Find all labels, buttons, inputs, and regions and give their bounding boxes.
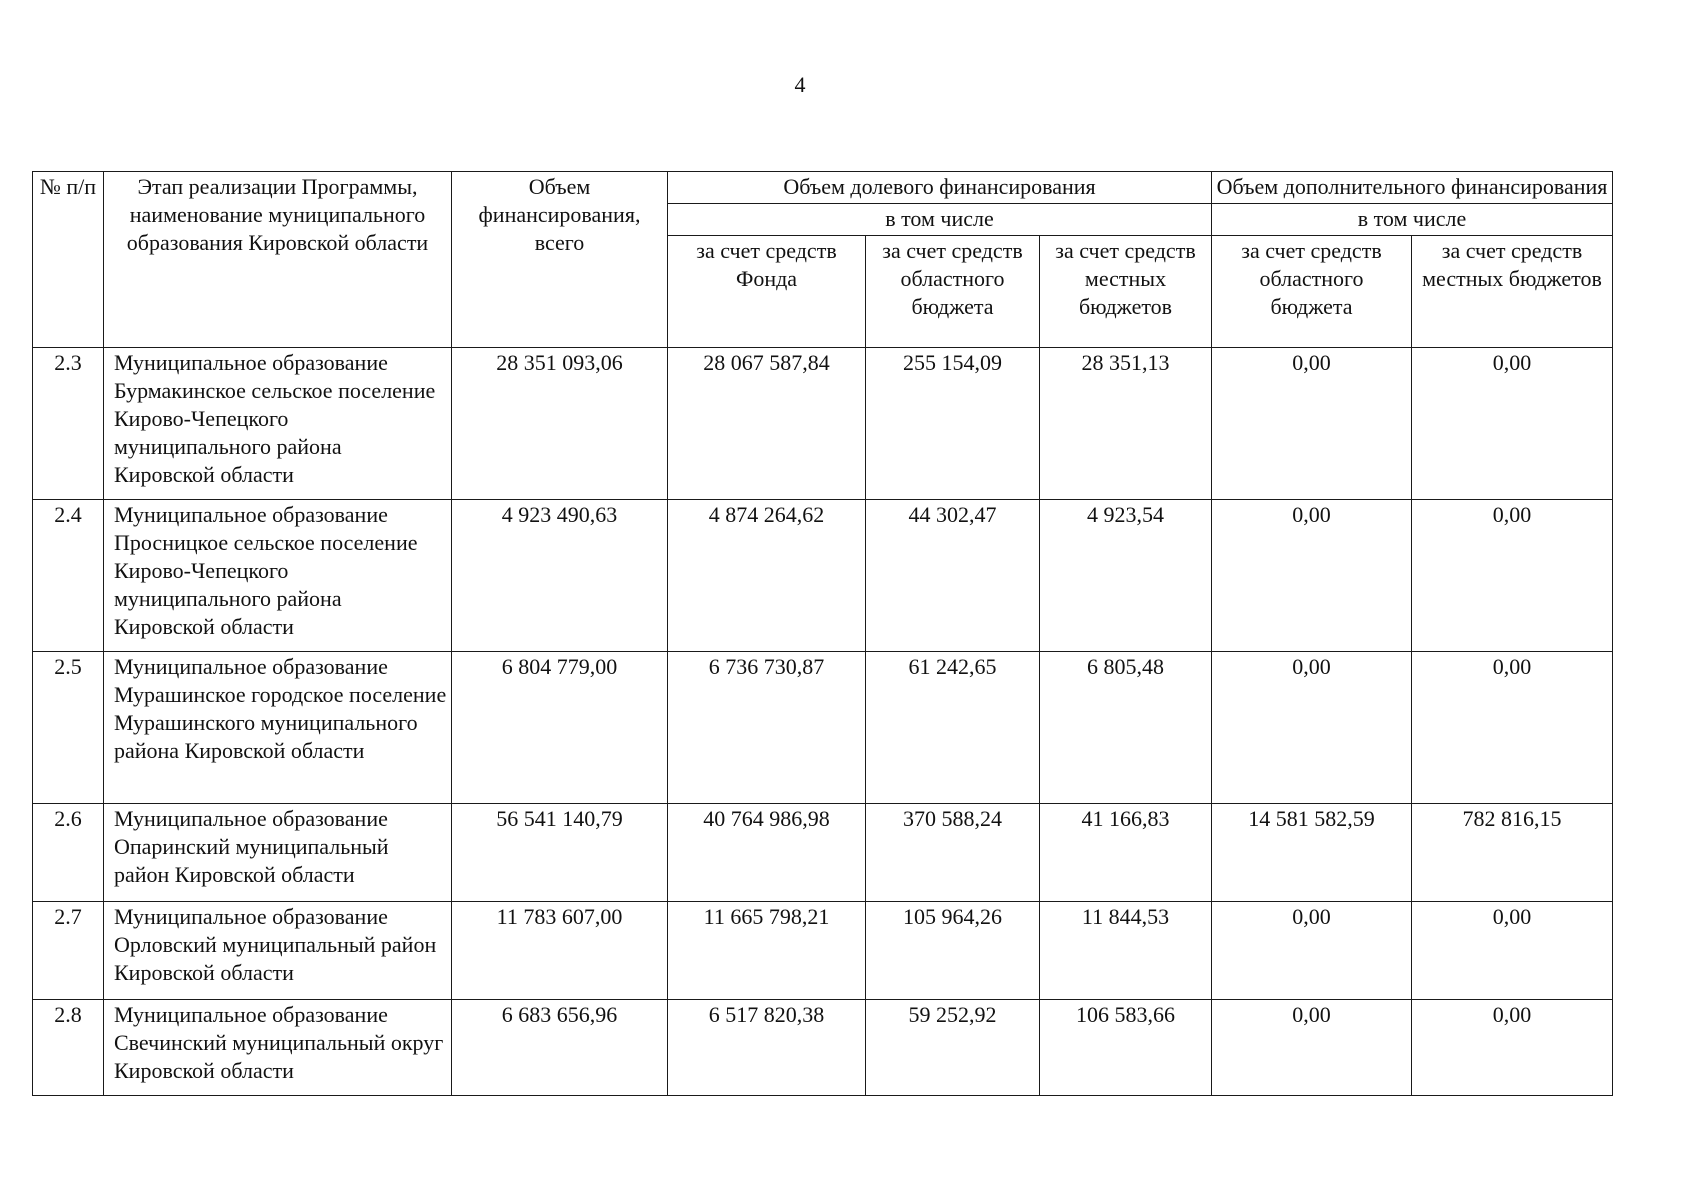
cell-local: 28 351,13 bbox=[1040, 348, 1212, 500]
header-share-incl: в том числе bbox=[668, 204, 1212, 236]
cell-extra-regional: 0,00 bbox=[1212, 1000, 1412, 1096]
cell-num: 2.4 bbox=[33, 500, 104, 652]
cell-regional: 59 252,92 bbox=[866, 1000, 1040, 1096]
cell-fund: 11 665 798,21 bbox=[668, 902, 866, 1000]
cell-extra-regional: 14 581 582,59 bbox=[1212, 804, 1412, 902]
cell-num: 2.7 bbox=[33, 902, 104, 1000]
cell-num: 2.3 bbox=[33, 348, 104, 500]
cell-extra-regional: 0,00 bbox=[1212, 902, 1412, 1000]
cell-name: Муниципальное образование Свечинский муниципальный округ Кировской области bbox=[104, 1000, 452, 1096]
cell-local: 11 844,53 bbox=[1040, 902, 1212, 1000]
table-row bbox=[33, 1000, 1613, 1096]
cell-regional: 44 302,47 bbox=[866, 500, 1040, 652]
cell-local: 106 583,66 bbox=[1040, 1000, 1212, 1096]
cell-total: 11 783 607,00 bbox=[452, 902, 668, 1000]
cell-total: 6 804 779,00 bbox=[452, 652, 668, 804]
cell-name: Муниципальное образование Просницкое сельское поселение Кирово-Чепецкого муниципального района Кировской области bbox=[104, 500, 452, 652]
cell-regional: 105 964,26 bbox=[866, 902, 1040, 1000]
cell-regional: 370 588,24 bbox=[866, 804, 1040, 902]
cell-total: 6 683 656,96 bbox=[452, 1000, 668, 1096]
header-share-group: Объем долевого финансирования bbox=[668, 172, 1212, 204]
cell-extra-local: 782 816,15 bbox=[1412, 804, 1613, 902]
table-row bbox=[33, 500, 1613, 652]
cell-name: Муниципальное образование Бурмакинское сельское поселение Кирово-Чепецкого муниципального района Кировской области bbox=[104, 348, 452, 500]
table-row bbox=[33, 348, 1613, 500]
header-extra-group: Объем дополнительного финансирования bbox=[1212, 172, 1613, 204]
cell-extra-local: 0,00 bbox=[1412, 652, 1613, 804]
cell-total: 4 923 490,63 bbox=[452, 500, 668, 652]
page-number: 4 bbox=[794, 72, 806, 97]
table-row bbox=[33, 902, 1613, 1000]
cell-fund: 28 067 587,84 bbox=[668, 348, 866, 500]
cell-fund: 40 764 986,98 bbox=[668, 804, 866, 902]
cell-extra-regional: 0,00 bbox=[1212, 652, 1412, 804]
cell-extra-local: 0,00 bbox=[1412, 1000, 1613, 1096]
cell-fund: 6 736 730,87 bbox=[668, 652, 866, 804]
cell-num: 2.8 bbox=[33, 1000, 104, 1096]
cell-name: Муниципальное образование Опаринский муниципальный район Кировской области bbox=[104, 804, 452, 902]
header-stage: Этап реализации Программы, наименование муниципального образования Кировской области bbox=[104, 172, 452, 348]
header-extra-incl: в том числе bbox=[1212, 204, 1613, 236]
cell-local: 4 923,54 bbox=[1040, 500, 1212, 652]
cell-extra-regional: 0,00 bbox=[1212, 500, 1412, 652]
cell-local: 6 805,48 bbox=[1040, 652, 1212, 804]
cell-extra-local: 0,00 bbox=[1412, 348, 1613, 500]
header-extra-regional: за счет средств областного бюджета bbox=[1212, 236, 1412, 348]
header-share-local: за счет средств местных бюджетов bbox=[1040, 236, 1212, 348]
cell-fund: 6 517 820,38 bbox=[668, 1000, 866, 1096]
header-share-fund: за счет средств Фонда bbox=[668, 236, 866, 348]
header-num: № п/п bbox=[33, 172, 104, 348]
table-row bbox=[33, 652, 1613, 804]
cell-num: 2.5 bbox=[33, 652, 104, 804]
cell-num: 2.6 bbox=[33, 804, 104, 902]
cell-extra-local: 0,00 bbox=[1412, 902, 1613, 1000]
cell-name: Муниципальное образование Мурашинское городское поселение Мурашинского муниципального района Кировской области bbox=[104, 652, 452, 804]
cell-fund: 4 874 264,62 bbox=[668, 500, 866, 652]
header-extra-local: за счет средств местных бюджетов bbox=[1412, 236, 1613, 348]
cell-regional: 255 154,09 bbox=[866, 348, 1040, 500]
cell-regional: 61 242,65 bbox=[866, 652, 1040, 804]
cell-name: Муниципальное образование Орловский муниципальный район Кировской области bbox=[104, 902, 452, 1000]
cell-local: 41 166,83 bbox=[1040, 804, 1212, 902]
table-row bbox=[33, 804, 1613, 902]
financing-table bbox=[32, 171, 1613, 1096]
cell-total: 28 351 093,06 bbox=[452, 348, 668, 500]
cell-total: 56 541 140,79 bbox=[452, 804, 668, 902]
header-total: Объем финансирования, всего bbox=[452, 172, 668, 348]
header-share-regional: за счет средств областного бюджета bbox=[866, 236, 1040, 348]
cell-extra-local: 0,00 bbox=[1412, 500, 1613, 652]
header-row-1 bbox=[33, 172, 1613, 204]
cell-extra-regional: 0,00 bbox=[1212, 348, 1412, 500]
